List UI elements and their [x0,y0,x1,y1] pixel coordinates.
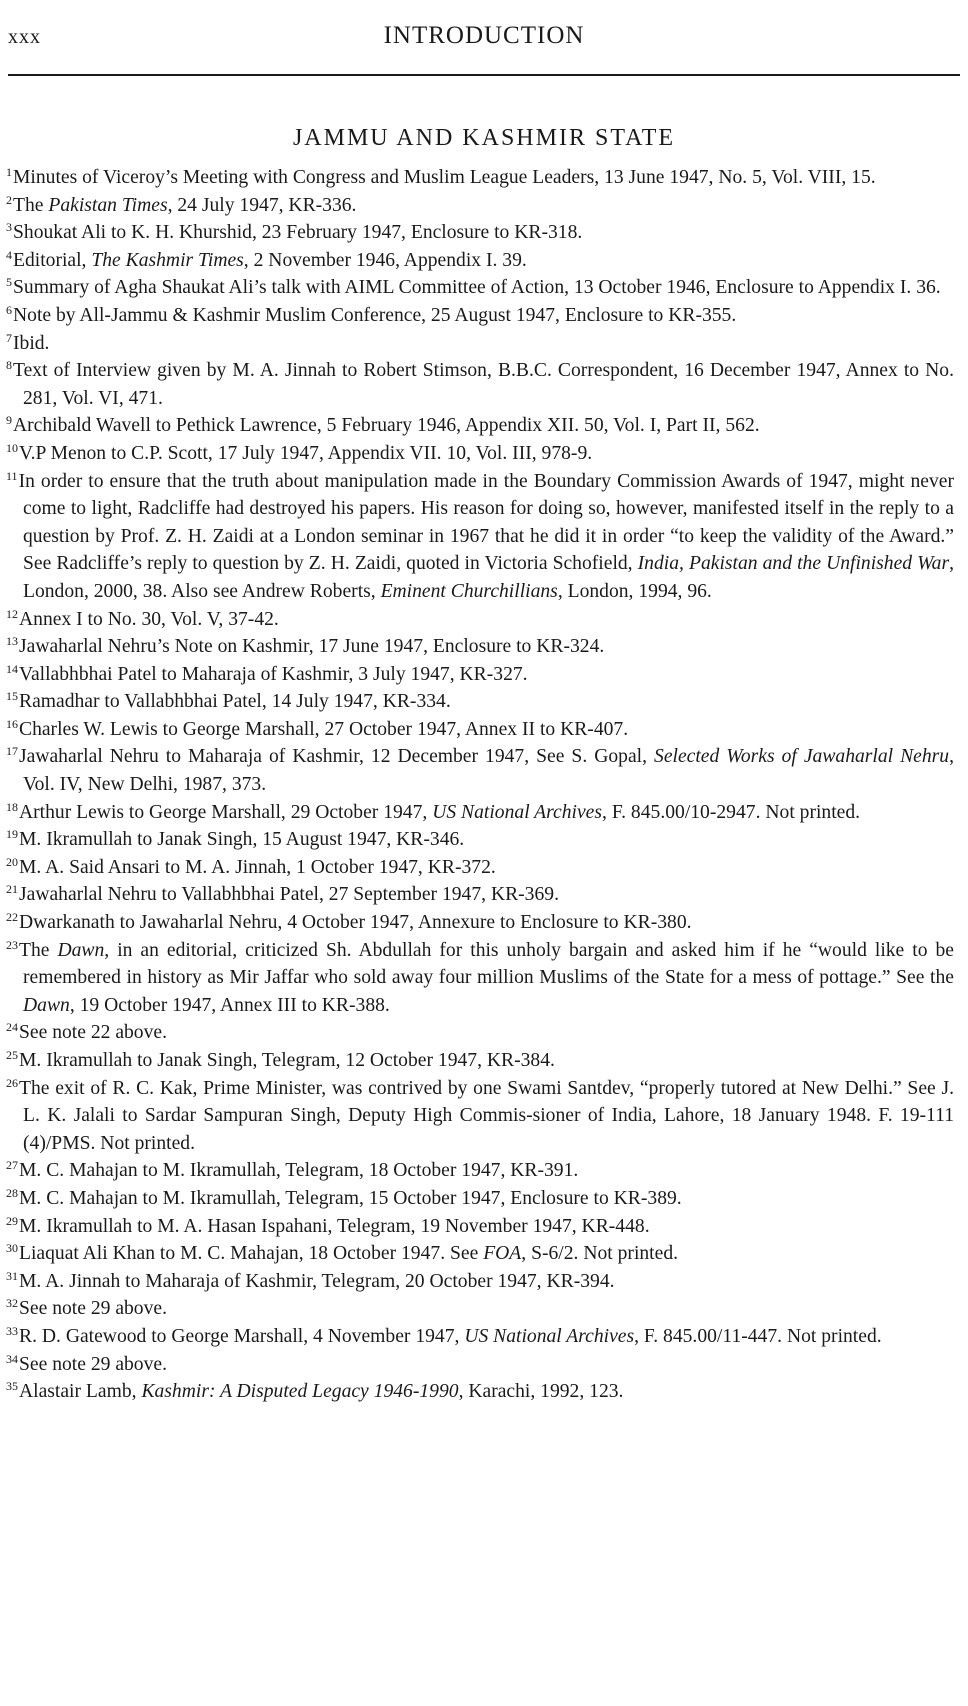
endnote-text: , Karachi, 1992, 123. [458,1381,624,1403]
endnote-number: 5 [6,275,12,290]
endnote-text: Note by All-Jammu & Kashmir Muslim Conference, 25 August 1947, Enclosure to KR-355. [13,304,737,326]
endnote-number: 31 [6,1268,18,1283]
endnote-italic-title: Dawn [23,994,70,1016]
endnote-number: 3 [6,220,12,235]
endnote-text: Arthur Lewis to George Marshall, 29 October 1947, [19,801,433,823]
endnote-text: , S-6/2. Not printed. [521,1243,679,1265]
endnote-item [6,468,954,606]
endnote-text: In order to ensure that the truth about manipulation made in the Boundary Commission Awards of 1947, might never come to light, Radcliffe had destroyed his papers. His reason for doing so, however, manifested itself in the reply to a question by Prof. Z. H. Zaidi at a London seminar in 1967 that he did it in order “to keep the validity of the Award.” See Radcliffe’s reply to question by Z. H. Zaidi, quoted in Victoria Schofield, [18,470,954,575]
endnote-number: 12 [6,606,18,621]
endnote-text: , 24 July 1947, KR-336. [167,194,357,216]
endnote-text: See note 29 above. [19,1298,167,1320]
endnote-text: Editorial, [13,249,92,271]
endnote-item [6,716,954,744]
endnote-number: 26 [6,1075,18,1090]
endnote-text: The [13,194,49,216]
endnote-text: See note 22 above. [19,1022,167,1044]
endnote-text: Dwarkanath to Jawaharlal Nehru, 4 October 1947, Annexure to Enclosure to KR-380. [19,912,692,934]
endnote-item [6,1351,954,1379]
endnote-italic-title: India, Pakistan and the Unfinished War [637,553,950,575]
endnote-item [6,1378,954,1406]
endnote-text: , Vol. IV, New Delhi, 1987, 373. [23,746,954,796]
endnote-text: Summary of Agha Shaukat Ali’s talk with AIML Committee of Action, 13 October 1946, Enclosure to Appendix I. 36. [13,277,941,299]
running-head [8,22,960,52]
endnote-item [6,1240,954,1268]
endnote-number: 11 [6,468,18,483]
endnote-text: Jawaharlal Nehru’s Note on Kashmir, 17 June 1947, Enclosure to KR-324. [19,636,605,658]
endnote-text: V.P Menon to C.P. Scott, 17 July 1947, Appendix VII. 10, Vol. III, 978-9. [19,442,593,464]
endnote-text: , 19 October 1947, Annex III to KR-388. [69,994,390,1016]
endnote-item [6,881,954,909]
endnote-number: 21 [6,882,18,897]
endnote-italic-title: US National Archives [464,1325,635,1347]
endnote-text: M. A. Jinnah to Maharaja of Kashmir, Telegram, 20 October 1947, KR-394. [19,1270,615,1292]
endnote-item [6,357,954,412]
endnote-text: M. C. Mahajan to M. Ikramullah, Telegram, 18 October 1947, KR-391. [19,1160,579,1182]
endnote-text: Shoukat Ali to K. H. Khurshid, 23 February 1947, Enclosure to KR-318. [13,222,583,244]
endnote-number: 25 [6,1048,18,1062]
endnote-number: 7 [6,330,12,345]
endnote-item [6,330,954,358]
endnotes-list [6,164,954,1406]
endnote-item [6,606,954,634]
endnote-item [6,164,954,192]
endnote-number: 14 [6,661,18,676]
endnote-number: 30 [6,1241,18,1256]
endnote-item [6,1019,954,1047]
endnote-item [6,1157,954,1185]
endnote-number: 9 [6,413,12,428]
endnote-item [6,440,954,468]
endnote-text: M. Ikramullah to Janak Singh, Telegram, 12 October 1947, KR-384. [19,1050,555,1071]
endnote-text: , F. 845.00/10-2947. Not printed. [602,801,861,823]
endnote-item [6,661,954,689]
endnote-text: , London, 1994, 96. [557,580,712,602]
endnote-item [6,1323,954,1351]
endnote-number: 20 [6,854,18,869]
endnote-number: 22 [6,910,18,925]
endnote-italic-title: Eminent Churchillians [380,580,558,602]
endnote-item [6,854,954,882]
endnote-item [6,1185,954,1213]
endnote-text: Jawaharlal Nehru to Maharaja of Kashmir, 12 December 1947, See S. Gopal, [19,746,655,768]
endnote-italic-title: The Kashmir Times [91,249,244,271]
endnote-text: M. A. Said Ansari to M. A. Jinnah, 1 October 1947, KR-372. [19,856,496,878]
endnote-text: The [19,939,58,961]
endnote-text: , F. 845.00/11-447. Not printed. [634,1325,882,1347]
endnote-item [6,633,954,661]
endnote-number: 18 [6,799,18,814]
endnote-text: , 2 November 1946, Appendix I. 39. [243,249,527,271]
endnote-text: Text of Interview given by M. A. Jinnah to Robert Stimson, B.B.C. Correspondent, 16 December 1947, Annex to No. 281, Vol. VI, 471. [13,360,954,409]
endnote-number: 15 [6,689,18,704]
section-title: JAMMU AND KASHMIR STATE [292,125,676,151]
endnote-text: Liaquat Ali Khan to M. C. Mahajan, 18 October 1947. See [19,1243,484,1265]
endnote-text: Annex I to No. 30, Vol. V, 37-42. [19,608,279,630]
endnote-text: , London, 2000, 38. Also see Andrew Roberts, [23,553,954,602]
endnote-number: 13 [6,634,18,649]
endnote-number: 32 [6,1296,18,1311]
endnote-italic-title: Dawn [57,939,105,961]
endnote-item [6,219,954,247]
endnote-number: 35 [6,1379,18,1394]
endnote-text: Vallabhbhai Patel to Maharaja of Kashmir, 3 July 1947, KR-327. [19,663,528,685]
endnote-italic-title: Selected Works of Jawaharlal Nehru [654,746,950,768]
endnote-item [6,909,954,937]
endnote-text: M. Ikramullah to Janak Singh, 15 August 1947, KR-346. [19,829,465,851]
endnote-number: 17 [6,744,18,759]
endnote-number: 34 [6,1351,18,1366]
running-title: INTRODUCTION [383,22,585,49]
endnote-number: 23 [6,937,18,952]
endnote-text: See note 29 above. [19,1353,167,1375]
endnote-item [6,937,954,1020]
endnote-item [6,247,954,275]
endnote-italic-title: FOA [483,1243,522,1265]
endnote-number: 1 [6,165,12,179]
endnote-number: 33 [6,1323,18,1338]
page-number: xxx [8,26,41,48]
endnote-text: Ibid. [13,332,50,354]
endnote-text: Archibald Wavell to Pethick Lawrence, 5 February 1946, Appendix XII. 50, Vol. I, Part II, 562. [13,415,760,437]
endnote-number: 8 [6,358,12,373]
endnote-item [6,1213,954,1241]
endnote-item [6,1047,954,1075]
endnote-number: 29 [6,1213,18,1228]
endnote-number: 2 [6,192,12,207]
endnote-item [6,192,954,220]
endnote-text: Alastair Lamb, [19,1381,142,1403]
endnote-italic-title: Kashmir: A Disputed Legacy 1946-1990 [141,1381,459,1403]
endnote-number: 6 [6,302,12,317]
endnote-text: , in an editorial, criticized Sh. Abdullah for this unholy bargain and asked him if he “would like to be remembered in history as Mir Jaffar who sold away four million Muslims of the State for a mess of pottage.” See the [23,939,954,989]
endnote-item [6,1295,954,1323]
endnote-text: R. D. Gatewood to George Marshall, 4 November 1947, [19,1325,465,1347]
endnote-italic-title: US National Archives [432,801,603,823]
endnote-item [6,302,954,330]
endnote-item [6,799,954,827]
endnote-number: 28 [6,1185,18,1200]
endnote-italic-title: Pakistan Times [48,194,168,216]
endnote-item [6,274,954,302]
header-rule [8,74,960,76]
endnote-text: M. Ikramullah to M. A. Hasan Ispahani, Telegram, 19 November 1947, KR-448. [19,1215,650,1237]
endnote-number: 24 [6,1020,18,1035]
endnote-number: 4 [6,247,12,262]
endnote-number: 27 [6,1158,18,1173]
endnote-text: Charles W. Lewis to George Marshall, 27 October 1947, Annex II to KR-407. [19,718,629,740]
endnote-text: Ramadhar to Vallabhbhai Patel, 14 July 1947, KR-334. [19,691,451,713]
endnote-item [6,688,954,716]
endnote-text: Minutes of Viceroy’s Meeting with Congress and Muslim League Leaders, 13 June 1947, No. 5, Vol. VIII, 15. [13,167,876,188]
endnote-text: M. C. Mahajan to M. Ikramullah, Telegram, 15 October 1947, Enclosure to KR-389. [19,1187,682,1209]
endnote-number: 10 [6,440,18,455]
endnote-number: 16 [6,716,18,731]
endnote-text: The exit of R. C. Kak, Prime Minister, was contrived by one Swami Santdev, “properly tutored at New Delhi.” See J. L. K. Jalali to Sardar Sampuran Singh, Deputy High Commis-sioner of India, Lahore, 18 January 1948. F. 19-111 (4)/PMS. Not printed. [19,1077,954,1154]
endnote-item [6,412,954,440]
endnote-item [6,826,954,854]
endnote-text: Jawaharlal Nehru to Vallabhbhai Patel, 27 September 1947, KR-369. [19,884,559,906]
endnote-item [6,743,954,798]
endnote-item [6,1268,954,1296]
endnote-number: 19 [6,827,18,842]
endnote-item [6,1075,954,1158]
